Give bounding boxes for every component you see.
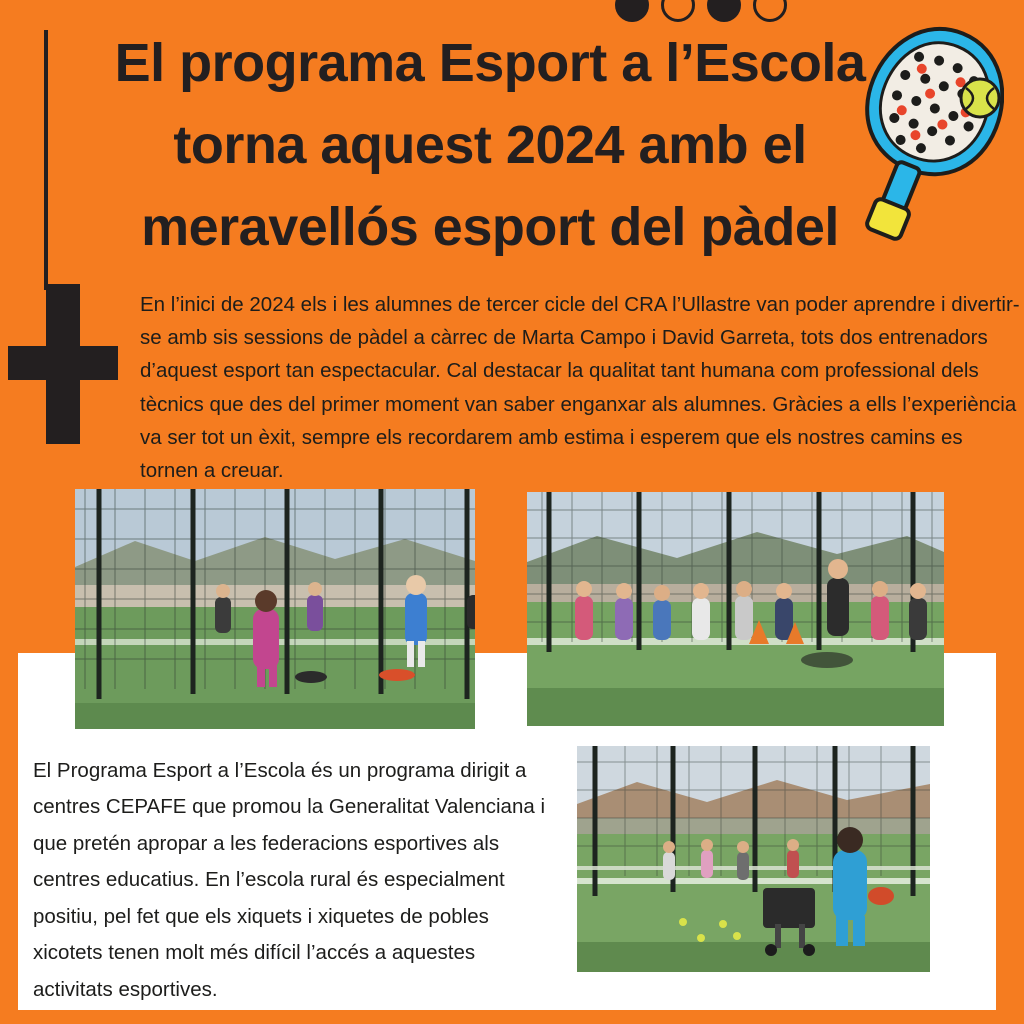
page-title: [60, 22, 920, 268]
photo-trainer: [577, 746, 930, 972]
dot-solid-icon: [615, 0, 649, 22]
padel-racket-icon: [844, 20, 1004, 250]
dot-hollow-icon: [661, 0, 695, 22]
panel-paragraph: El Programa Esport a l’Escola és un programa dirigit a centres CEPAFE que promou la Generalitat Valenciana i que pretén apropar a les federacions esportives als centres educatius. En l’escola rural és especialment positiu, pel fet que els xiquets i xiquetes de pobles xicotets tenen molt més difícil l’accés a aquestes activitats esportives.: [33, 759, 546, 1001]
dot-solid-icon: [707, 0, 741, 22]
plus-icon: [8, 272, 118, 462]
photo-court-kids: [75, 489, 475, 729]
page-title-line-1: El programa Esport a l’Escola: [114, 33, 866, 93]
intro-paragraph: En l’inici de 2024 els i les alumnes de tercer cicle del CRA l’Ullastre van poder aprendre i divertir-se amb sis sessions de pàdel a càrrec de Marta Campo i David Garreta, tots dos entrenadors d’aquest esport tan espectacular. Cal destacar la qualitat tant humana com professional dels tècnics que des del primer moment van saber enganxar als alumnes. Gràcies a ells l’experiència va ser tot un èxit, sempre els recordarem amb estima i esperem que els nostres camins es tornen a creuar.: [140, 293, 1020, 483]
plus-icon-vertical-bar: [46, 284, 80, 444]
page-title-line-2: torna aquest 2024 amb el: [173, 115, 807, 176]
photo-group: [527, 492, 944, 726]
page-title-line-3: meravellós esport del pàdel: [141, 197, 839, 258]
dot-hollow-icon: [753, 0, 787, 22]
vertical-rule: [44, 30, 48, 290]
dot-row: [615, 0, 787, 22]
